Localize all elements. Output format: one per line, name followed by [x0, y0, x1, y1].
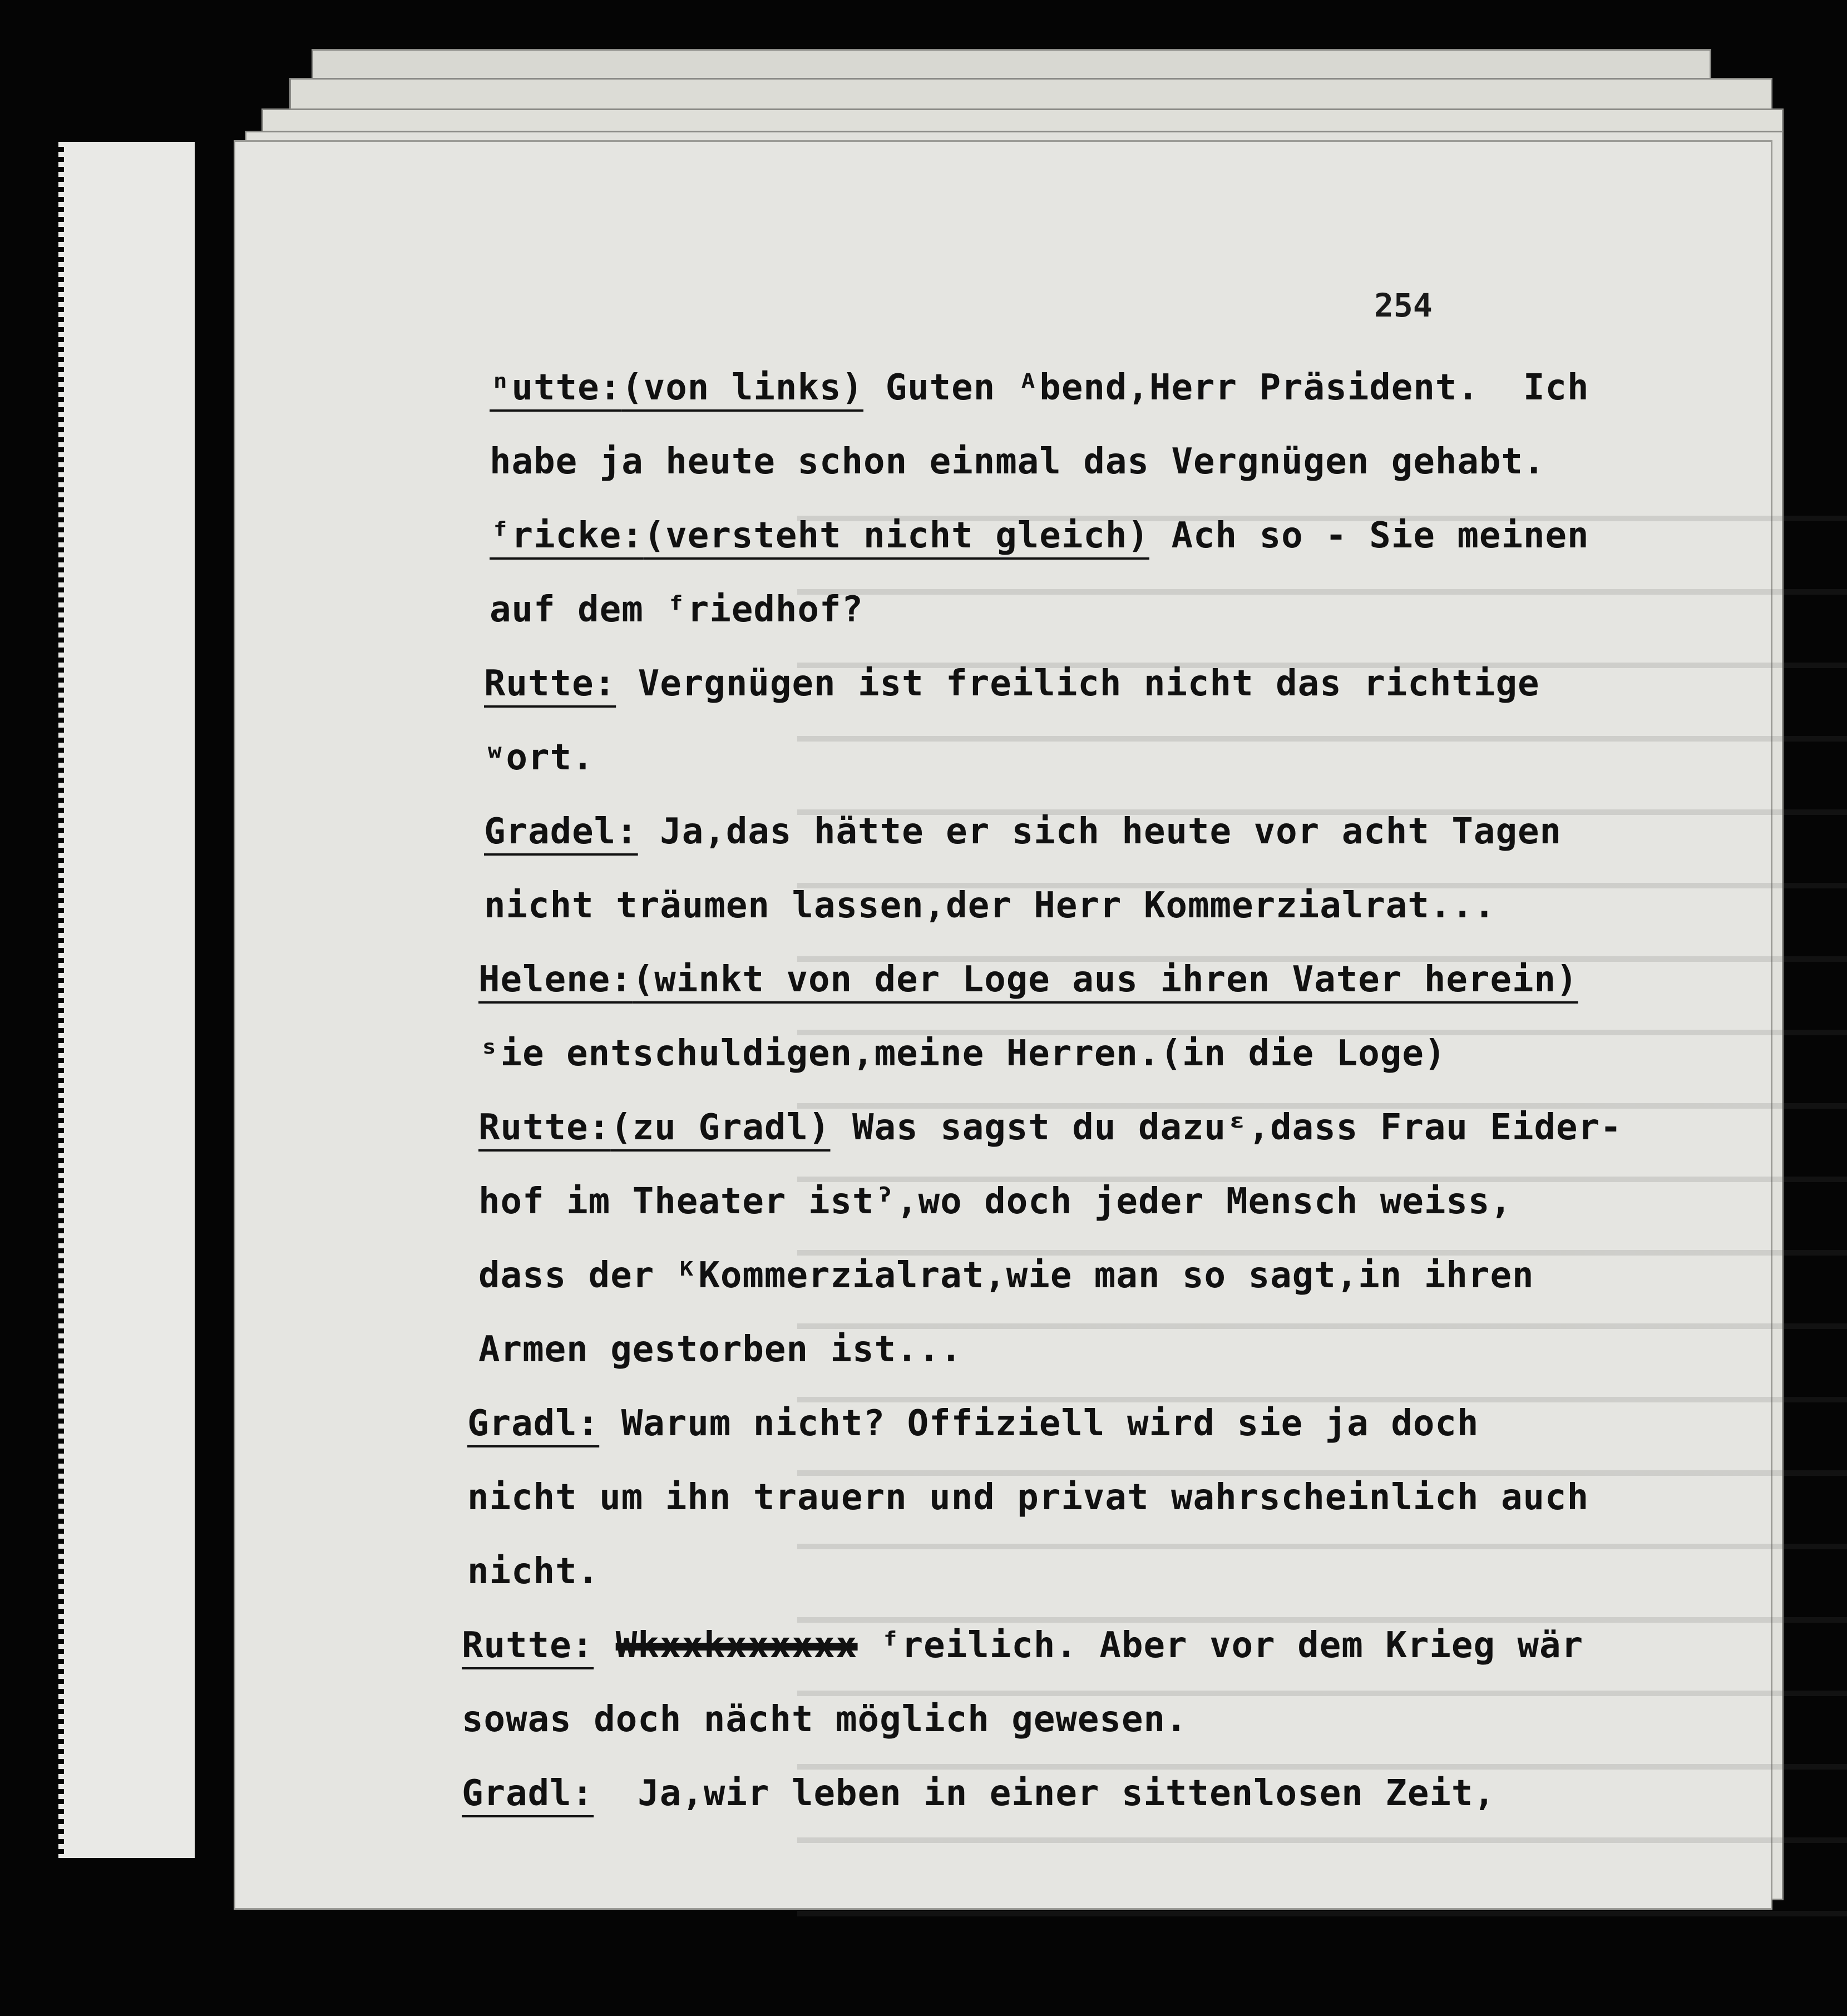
script-line: [478, 1329, 962, 1370]
dialogue-text: Armen gestorben ist...: [478, 1329, 962, 1370]
stage-direction: (von links): [621, 367, 864, 408]
script-line: [484, 663, 1540, 704]
page-number: 254: [1374, 286, 1433, 324]
script-line: [478, 1255, 1534, 1296]
dialogue-text: Warum nicht? Offiziell wird sie ja doch: [599, 1403, 1479, 1444]
script-line: [467, 1477, 1589, 1518]
stage-direction: (winkt von der Loge aus ihren Vater herein): [632, 959, 1578, 1000]
dialogue-text: Vergnügen ist freilich nicht das richtige: [616, 663, 1540, 704]
script-line: [484, 885, 1495, 926]
dialogue-text: sowas doch nächt möglich gewesen.: [462, 1699, 1188, 1740]
speaker-name: Helene:: [478, 959, 633, 1000]
script-line: [462, 1699, 1188, 1740]
dialogue-text: Ach so - Sie meinen: [1149, 515, 1589, 556]
dialogue-text: Guten ᴬbend,Herr Präsident. Ich: [863, 367, 1589, 408]
script-line: [462, 1625, 1583, 1666]
dialogue-text: habe ja heute schon einmal das Vergnügen gehabt.: [490, 441, 1545, 482]
speaker-name: Rutte:: [484, 663, 616, 704]
script-line: [490, 515, 1589, 556]
dialogue-text: ᶠreilich. Aber vor dem Krieg wär: [857, 1625, 1584, 1666]
dialogue-text: dass der ᴷKommerzialrat,wie man so sagt,in ihren: [478, 1255, 1534, 1296]
script-line: [484, 811, 1562, 852]
speaker-name: Gradl:: [462, 1773, 594, 1814]
speaker-name: Rutte:: [478, 1107, 611, 1148]
script-line: [490, 589, 863, 630]
dialogue-text: Ja,das hätte er sich heute vor acht Tagen: [638, 811, 1562, 852]
script-line: [484, 737, 594, 778]
dialogue-text: nicht um ihn trauern und privat wahrscheinlich auch: [467, 1477, 1589, 1518]
script-line: [467, 1403, 1479, 1444]
dialogue-text: Was sagst du dazuᵋ,dass Frau Eider-: [830, 1107, 1622, 1148]
script-line: [467, 1551, 599, 1592]
script-line: [478, 1107, 1622, 1148]
script-line: [490, 367, 1589, 408]
struck-out-text: Wkxxkxxxxxx: [615, 1625, 858, 1666]
speaker-name: Rutte:: [462, 1625, 594, 1666]
dialogue-text: auf dem ᶠriedhof?: [490, 589, 864, 630]
speaker-name: Gradl:: [467, 1403, 600, 1444]
dialogue-text: hof im Theater istˀ,wo doch jeder Mensch weiss,: [478, 1181, 1512, 1222]
script-line: [478, 1033, 1446, 1074]
script-line: [478, 1181, 1512, 1222]
speaker-name: ⁿutte:: [490, 367, 622, 408]
speaker-name: ᶠricke:: [490, 515, 644, 556]
speaker-name: Gradel:: [484, 811, 638, 852]
dialogue-text: ˢie entschuldigen,meine Herren.(in die Loge): [478, 1033, 1446, 1074]
script-line: [462, 1773, 1495, 1814]
dialogue-text: nicht.: [467, 1551, 600, 1592]
script-line: [478, 959, 1578, 1000]
stage-direction: (zu Gradl): [610, 1107, 831, 1148]
script-line: [490, 441, 1545, 482]
dialogue-text: nicht träumen lassen,der Herr Kommerzialrat...: [484, 885, 1496, 926]
dialogue-text: Ja,wir leben in einer sittenlosen Zeit,: [594, 1773, 1495, 1814]
stage-direction: (versteht nicht gleich): [643, 515, 1149, 556]
dialogue-text: ʷort.: [484, 737, 594, 778]
adjacent-sheet-strip: [64, 142, 195, 1858]
